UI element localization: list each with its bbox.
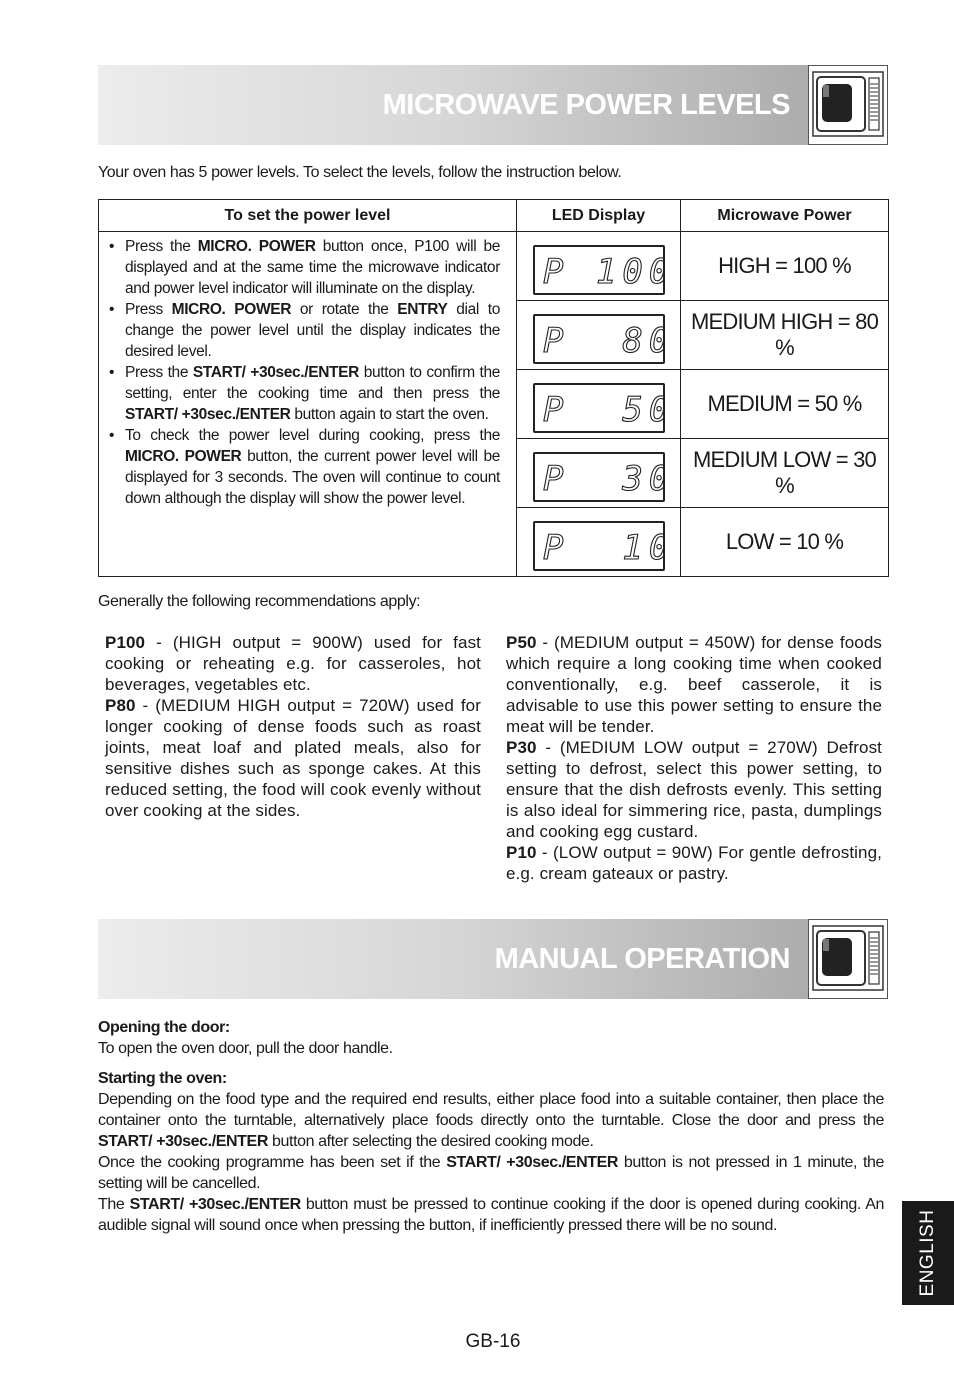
led-display bbox=[533, 383, 665, 433]
language-tab bbox=[902, 1201, 954, 1305]
power-level-value: MEDIUM = 50 % bbox=[681, 370, 889, 439]
recommendation-text: - (HIGH output = 900W) used for fast cooking or reheating e.g. for casseroles, hot beverages, vegetables etc. bbox=[105, 633, 481, 694]
led-readout: P 80 bbox=[542, 320, 663, 361]
start-heading: Starting the oven: bbox=[98, 1070, 227, 1087]
text-run: button, the current power level will be displayed for 3 seconds. The oven will continue to count down although the display will show the power level. bbox=[125, 448, 500, 507]
power-level-value: MEDIUM LOW = 30 % bbox=[681, 439, 889, 508]
recommendation-item bbox=[105, 632, 481, 695]
instruction-item bbox=[107, 362, 500, 425]
text-run: Press the bbox=[125, 364, 193, 381]
bold-run: START/ +30sec./ENTER bbox=[192, 364, 360, 381]
text-run: or rotate the bbox=[291, 301, 398, 318]
instructions-cell bbox=[99, 232, 517, 577]
text-run: Once the cooking programme has been set if the bbox=[98, 1154, 447, 1171]
recommendations-right-column bbox=[506, 632, 882, 884]
start-paragraph bbox=[98, 1194, 884, 1236]
recommendations-intro: Generally the following recommendations apply: bbox=[98, 593, 421, 610]
led-readout: P 10 bbox=[542, 527, 663, 568]
led-readout: P 100 bbox=[542, 251, 663, 292]
text-run: button is not pressed in 1 minute, the setting will be cancelled. bbox=[98, 1154, 884, 1192]
led-readout: P 50 bbox=[542, 389, 663, 430]
bold-run: START/ +30sec./ENTER bbox=[446, 1154, 619, 1171]
led-display-cell bbox=[517, 508, 681, 577]
led-display bbox=[533, 452, 665, 502]
led-display-cell bbox=[517, 439, 681, 508]
start-paragraph bbox=[98, 1089, 884, 1152]
led-display bbox=[533, 245, 665, 295]
text-run: The bbox=[98, 1196, 130, 1213]
door-text: To open the oven door, pull the door handle. bbox=[98, 1040, 393, 1057]
instruction-item bbox=[107, 425, 500, 509]
start-paragraph bbox=[98, 1152, 884, 1194]
section-title: MICROWAVE POWER LEVELS bbox=[382, 89, 790, 121]
power-code: P10 bbox=[506, 843, 537, 862]
led-display-cell bbox=[517, 370, 681, 439]
instructions-list bbox=[107, 236, 500, 509]
text-run: Press the bbox=[125, 238, 198, 255]
text-run: Press bbox=[125, 301, 172, 318]
recommendation-text: - (LOW output = 90W) For gentle defrosting, e.g. cream gateaux or pastry. bbox=[506, 843, 882, 883]
power-code: P80 bbox=[105, 696, 136, 715]
instruction-item bbox=[107, 236, 500, 299]
power-code: P50 bbox=[506, 633, 537, 652]
text-run: button after selecting the desired cooking mode. bbox=[268, 1133, 594, 1150]
led-display bbox=[533, 521, 665, 571]
bold-run: START/ +30sec./ENTER bbox=[129, 1196, 301, 1213]
recommendation-text: - (MEDIUM output = 450W) for dense foods which require a long cooking time when cooked conventionally, e.g. beef casserole, it is advisable to use this power setting to ensure the meat will be tender. bbox=[506, 633, 882, 736]
recommendation-item bbox=[105, 695, 481, 821]
recommendation-item bbox=[506, 632, 882, 737]
recommendation-text: - (MEDIUM HIGH output = 720W) used for longer cooking of dense foods such as roast joints, meat loaf and plated meals, also for sensitive dishes such as sponge cakes. At this reduced setting, the food will cook evenly without over cooking at the sides. bbox=[105, 696, 481, 820]
bold-run: MICRO. POWER bbox=[171, 301, 292, 318]
section-banner-manual-operation bbox=[98, 919, 888, 999]
page-number: GB-16 bbox=[465, 1331, 521, 1352]
instruction-item bbox=[107, 299, 500, 362]
intro-text: Your oven has 5 power levels. To select the levels, follow the instruction below. bbox=[98, 164, 622, 181]
start-paragraphs bbox=[98, 1089, 884, 1236]
recommendation-item bbox=[506, 737, 882, 842]
bold-run: MICRO. POWER bbox=[197, 238, 316, 255]
text-run: button to confirm the setting, enter the cooking time and then press the bbox=[125, 364, 500, 402]
bold-run: START/ +30sec./ENTER bbox=[98, 1133, 268, 1150]
table-header: LED Display bbox=[517, 200, 681, 232]
text-run: button again to start the oven. bbox=[290, 406, 489, 423]
text-run: button once, P100 will be displayed and at the same time the microwave indicator and power level indicator will illuminate on the display. bbox=[125, 238, 500, 297]
door-heading: Opening the door: bbox=[98, 1019, 230, 1036]
section-banner-power-levels bbox=[98, 65, 888, 145]
microwave-icon bbox=[808, 65, 888, 145]
power-code: P30 bbox=[506, 738, 537, 757]
text-run: Depending on the food type and the required end results, either place food into a suitable container, then place the container onto the turntable, alternatively place foods directly onto the turntable. Close the door and press the bbox=[98, 1091, 884, 1129]
led-display-cell bbox=[517, 301, 681, 370]
language-label: ENGLISH bbox=[917, 1209, 938, 1297]
bold-run: MICRO. POWER bbox=[125, 448, 242, 465]
recommendation-text: - (MEDIUM LOW output = 270W) Defrost setting to defrost, select this power setting, to ensure that the dish defrosts evenly. This setting is also ideal for simmering rice, pasta, dumplings and cooking egg custard. bbox=[506, 738, 882, 841]
microwave-icon bbox=[808, 919, 888, 999]
power-level-value: LOW = 10 % bbox=[681, 508, 889, 577]
table-header: To set the power level bbox=[99, 200, 517, 232]
led-readout: P 30 bbox=[542, 458, 663, 499]
led-display-cell bbox=[517, 232, 681, 301]
text-run: To check the power level during cooking, press the bbox=[125, 427, 500, 444]
section-title: MANUAL OPERATION bbox=[494, 943, 790, 975]
manual-operation-body bbox=[98, 1017, 884, 1236]
power-level-table bbox=[98, 199, 889, 577]
text-run: button must be pressed to continue cooking if the door is opened during cooking. An audible signal will sound once when pressing the button, if inefficiently pressed there will be no sound. bbox=[98, 1196, 884, 1234]
recommendations-left-column bbox=[105, 632, 481, 821]
text-run: dial to change the power level until the display indicates the desired level. bbox=[125, 301, 500, 360]
bold-run: START/ +30sec./ENTER bbox=[125, 406, 291, 423]
recommendation-item bbox=[506, 842, 882, 884]
table-header: Microwave Power bbox=[681, 200, 889, 232]
power-level-value: MEDIUM HIGH = 80 % bbox=[681, 301, 889, 370]
led-display bbox=[533, 314, 665, 364]
power-code: P100 bbox=[105, 633, 146, 652]
power-level-value: HIGH = 100 % bbox=[681, 232, 889, 301]
bold-run: ENTRY bbox=[397, 301, 448, 318]
